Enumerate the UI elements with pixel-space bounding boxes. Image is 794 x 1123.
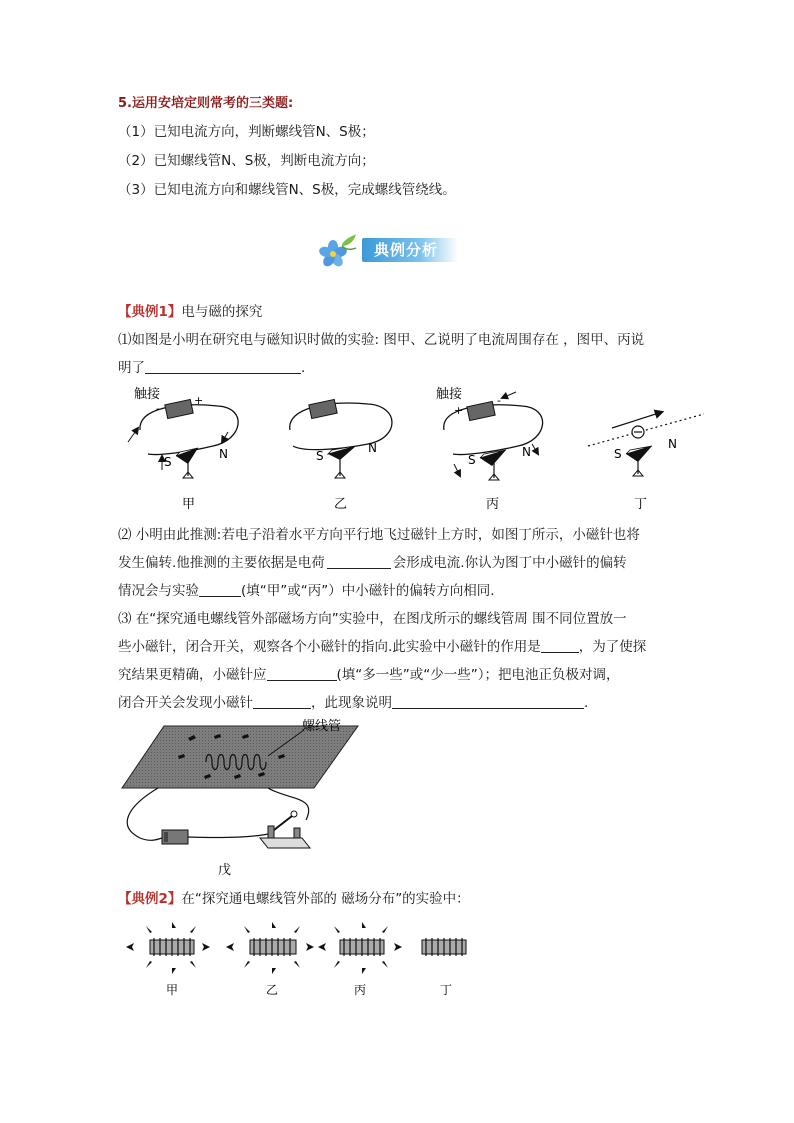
q2-text-c: 情况会与实验 (118, 583, 199, 599)
q2-text-b: 会形成电流.你认为图丁中小磁针的偏转 (392, 555, 627, 571)
flower-icon (318, 232, 358, 268)
example2-tag: 【典例2】 (118, 891, 182, 907)
example1-q1-line1: ⑴如图是小明在研究电与磁知识时做的实验: 图甲、乙说明了电流周围存在 ，图甲、丙说 (118, 332, 645, 348)
example1-q1-line2 (118, 358, 305, 378)
section5-item-3: （3）已知电流方向和螺线管N、S极，完成螺线管绕线。 (118, 182, 456, 198)
q3-end: . (584, 695, 589, 711)
example1-q2-line3 (118, 581, 495, 601)
plus-sign-bing: + (454, 404, 464, 417)
section5-item-1: （1）已知电流方向，判断螺线管N、S极； (118, 124, 375, 140)
solenoid-bing (318, 922, 402, 997)
answer-blank-q1[interactable] (145, 359, 301, 374)
solenoid-jia (126, 922, 210, 997)
q3-text-b: ，为了使探 (578, 639, 647, 655)
pole-n-yi: N (368, 441, 377, 455)
answer-blank-q3b[interactable] (267, 666, 337, 681)
example1-tag: 【典例1】 (118, 304, 182, 320)
caption-2-bing: 丙 (354, 983, 367, 997)
section5-item-2: （2）已知螺线管N、S极，判断电流方向； (118, 153, 375, 169)
section5-title: 5.运用安培定则常考的三类题: (118, 96, 294, 111)
q1-end: . (301, 360, 306, 376)
answer-blank-q3a[interactable] (541, 638, 579, 653)
pole-s-ding: S (614, 447, 622, 461)
q3-text-f: ，此现象说明 (311, 695, 392, 711)
example1-q3-line2 (118, 637, 646, 657)
pole-s-yi: S (316, 449, 324, 463)
pole-n-ding: N (668, 437, 677, 451)
minus-sign-jia: - (156, 402, 160, 415)
pole-n-bing: N (522, 445, 531, 459)
caption-bing: 丙 (486, 497, 500, 512)
answer-blank-q3c[interactable] (253, 694, 311, 709)
example2-text: 在“探究通电螺线管外部的 磁场分布”的实验中： (181, 891, 470, 907)
touch-label-jia: 触接 (134, 387, 161, 402)
q3-text-a: 些小磁针，闭合开关，观察各个小磁针的指向.此实验中小磁针的作用是 (118, 639, 541, 655)
q3-text-d: (填“多一些”或“少一些”）；把电池正负极对调， (336, 667, 620, 683)
caption-2-yi: 乙 (266, 983, 279, 997)
pole-s-jia: S (164, 455, 172, 469)
experiment-ding (588, 412, 704, 512)
answer-blank-q3d[interactable] (392, 694, 584, 709)
q2-text-d: (填“甲”或“丙”）中小磁针的偏转方向相同. (241, 583, 495, 599)
plus-sign-jia: + (194, 394, 204, 407)
example1-q2-line1: ⑵ 小明由此推测:若电子沿着水平方向平行地飞过磁针上方时，如图丁所示，小磁针也将 (118, 527, 640, 543)
answer-blank-q2a[interactable] (327, 554, 391, 569)
example1-q3-line1: ⑶ 在“探究通电螺线管外部磁场方向”实验中，在图戊所示的螺线管周 围不同位置放一 (118, 611, 627, 627)
example1-q2-line2 (118, 553, 627, 573)
caption-jia: 甲 (182, 497, 196, 512)
example1-q3-line3 (118, 665, 620, 685)
caption-2-ding: 丁 (440, 983, 453, 997)
q1-text: 明了 (118, 360, 145, 376)
example2-heading (118, 889, 470, 909)
figure-1-experiments (118, 380, 718, 520)
figure-example2-solenoids (118, 916, 498, 1002)
solenoid-label: 螺线管 (302, 719, 342, 734)
experiment-jia (128, 386, 238, 512)
solenoid-yi (226, 922, 314, 997)
q3-text-c: 究结果更精确，小磁针应 (118, 667, 267, 683)
caption-2-jia: 甲 (166, 983, 179, 997)
caption-ding: 丁 (634, 497, 648, 512)
experiment-yi (290, 399, 392, 512)
example1-title: 电与磁的探究 (181, 304, 263, 320)
pole-s-bing: S (468, 453, 476, 467)
example1-heading (118, 302, 262, 322)
q3-text-e: 闭合开关会发现小磁针 (118, 695, 253, 711)
caption-yi: 乙 (334, 497, 348, 512)
minus-sign-bing: - (497, 394, 501, 407)
example1-q3-line4 (118, 693, 588, 713)
experiment-bing (436, 386, 543, 512)
figure-wu-solenoid (118, 716, 378, 880)
banner-title: 典例分析 (374, 241, 439, 259)
pole-n-jia: N (219, 447, 228, 461)
touch-label-bing: 触接 (436, 387, 463, 402)
answer-blank-q2b[interactable] (199, 582, 241, 597)
q2-text-a: 发生偏转.他推测的主要依据是电荷 (118, 555, 325, 571)
solenoid-ding (422, 938, 466, 997)
caption-wu: 戊 (218, 863, 232, 878)
